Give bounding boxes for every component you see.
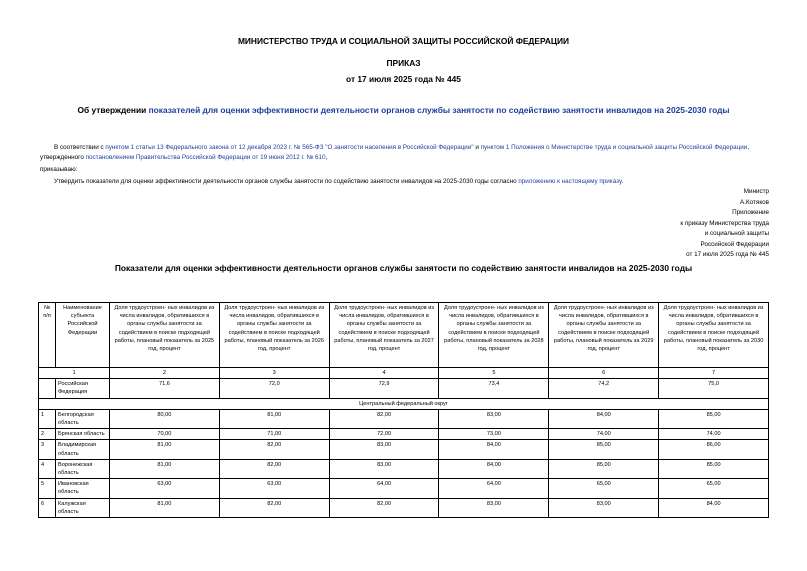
row-number: 3 <box>39 440 56 459</box>
order-word: приказываю: <box>40 166 78 173</box>
district-name: Центральный федеральный округ <box>39 398 769 409</box>
approve-paragraph <box>54 177 774 187</box>
order-title-prefix: Об утверждении <box>77 105 149 115</box>
approve-text: . <box>621 178 624 185</box>
value-cell: 64,00 <box>329 479 439 498</box>
value-cell: 74,2 <box>549 379 659 398</box>
value-cell: 85,00 <box>659 409 769 428</box>
preamble-text: , <box>325 154 328 161</box>
region-name: Брянская область <box>56 429 110 440</box>
value-cell: 82,00 <box>329 409 439 428</box>
column-number: 3 <box>219 368 329 379</box>
column-header: Доля трудоустроен- ных инвалидов из числа инвалидов, обратившихся в органы службы занятости за содействием в поиске подходящей работы, плановый показатель за 2026 год, процент <box>219 303 329 368</box>
value-cell: 74,00 <box>659 429 769 440</box>
region-name: Белгородская область <box>56 409 110 428</box>
value-cell: 84,00 <box>659 498 769 517</box>
decree-link[interactable]: постановлением Правительства Российской Федерации от 19 июня 2012 г. № 610 <box>85 154 326 161</box>
column-number: 6 <box>549 368 659 379</box>
value-cell: 65,00 <box>659 479 769 498</box>
value-cell: 81,00 <box>110 459 220 478</box>
appendix-line: к приказу Министерства труда <box>680 219 769 227</box>
column-number: 7 <box>659 368 769 379</box>
indicators-table <box>38 302 769 518</box>
value-cell: 63,00 <box>219 479 329 498</box>
order-date: от 17 июля 2025 года № 445 <box>346 74 461 84</box>
region-name: Российская Федерация <box>56 379 110 398</box>
value-cell: 83,00 <box>329 440 439 459</box>
signature-name: А.Котяков <box>740 198 769 206</box>
column-header: № п/п <box>39 303 56 368</box>
region-name: Владимирская область <box>56 440 110 459</box>
table-row <box>39 409 769 428</box>
value-cell: 63,00 <box>110 479 220 498</box>
column-number: 2 <box>110 368 220 379</box>
value-cell: 64,00 <box>439 479 549 498</box>
value-cell: 80,00 <box>110 409 220 428</box>
value-cell: 84,00 <box>439 459 549 478</box>
appendix-line: от 17 июля 2025 года № 445 <box>686 251 769 258</box>
value-cell: 65,00 <box>549 479 659 498</box>
signature-role: Министр <box>743 188 769 195</box>
column-number-row <box>39 368 769 379</box>
value-cell: 73,4 <box>439 379 549 398</box>
column-header: Доля трудоустроен- ных инвалидов из числа инвалидов, обратившихся в органы службы занятости за содействием в поиске подходящей работы, плановый показатель за 2029 год, процент <box>549 303 659 368</box>
value-cell: 82,00 <box>329 498 439 517</box>
row-number: 5 <box>39 479 56 498</box>
value-cell: 84,00 <box>439 440 549 459</box>
preamble-paragraph <box>40 143 770 163</box>
preamble-text: и <box>473 144 481 151</box>
order-title-link[interactable]: показателей для оценки эффективности деятельности органов службы занятости по содействию занятости инвалидов на 2025-2030 годы <box>148 105 730 115</box>
value-cell: 86,00 <box>659 440 769 459</box>
value-cell: 71,00 <box>219 429 329 440</box>
table-row <box>39 479 769 498</box>
value-cell: 85,00 <box>659 459 769 478</box>
table-header-row <box>39 303 769 368</box>
preamble-text: , утвержденного <box>40 144 750 161</box>
value-cell: 83,00 <box>439 409 549 428</box>
value-cell: 72,9 <box>329 379 439 398</box>
column-number: 1 <box>39 368 110 379</box>
table-row <box>39 429 769 440</box>
law-link[interactable]: пунктом 1 статьи 13 Федерального закона от 12 декабря 2023 г. № 565-ФЗ "О занятости населения в Российской Федерации" <box>105 144 474 151</box>
approve-text: Утвердить показатели для оценки эффективности деятельности органов службы занятости по содействию занятости инвалидов на 2025-2030 годы согласно <box>54 178 519 185</box>
order-type: ПРИКАЗ <box>386 58 421 68</box>
value-cell: 72,0 <box>219 379 329 398</box>
value-cell: 81,00 <box>110 498 220 517</box>
value-cell: 74,00 <box>549 429 659 440</box>
value-cell: 82,00 <box>219 459 329 478</box>
row-number: 4 <box>39 459 56 478</box>
table-row <box>39 498 769 517</box>
column-header: Наименование субъекта Российской Федерации <box>56 303 110 368</box>
preamble-text: В соответствии с <box>54 144 106 151</box>
row-number <box>39 379 56 398</box>
value-cell: 81,00 <box>219 409 329 428</box>
value-cell: 83,00 <box>439 498 549 517</box>
regulation-link[interactable]: пунктом 1 Положения о Министерстве труда и социальной защиты Российской Федерации <box>480 144 748 151</box>
table-title: Показатели для оценки эффективности деятельности органов службы занятости по содействию занятости инвалидов на 2025-2030 годы <box>114 263 693 273</box>
signature-block <box>680 187 769 261</box>
value-cell: 83,00 <box>329 459 439 478</box>
column-number: 5 <box>439 368 549 379</box>
region-name: Калужская область <box>56 498 110 517</box>
table-row <box>39 440 769 459</box>
value-cell: 75,0 <box>659 379 769 398</box>
value-cell: 70,00 <box>110 429 220 440</box>
row-number: 2 <box>39 429 56 440</box>
row-number: 1 <box>39 409 56 428</box>
value-cell: 85,00 <box>549 459 659 478</box>
value-cell: 81,00 <box>110 440 220 459</box>
table-row <box>39 459 769 478</box>
column-number: 4 <box>329 368 439 379</box>
value-cell: 82,00 <box>219 498 329 517</box>
column-header: Доля трудоустроен- ных инвалидов из числа инвалидов, обратившихся в органы службы занятости за содействием в поиске подходящей работы, плановый показатель за 2030 год, процент <box>659 303 769 368</box>
region-name: Воронежская область <box>56 459 110 478</box>
value-cell: 85,00 <box>549 440 659 459</box>
value-cell: 72,00 <box>329 429 439 440</box>
federation-row <box>39 379 769 398</box>
appendix-line: Российской Федерации <box>700 240 769 248</box>
order-title <box>0 105 807 115</box>
column-header: Доля трудоустроен- ных инвалидов из числа инвалидов, обратившихся в органы службы занятости за содействием в поиске подходящей работы, плановый показатель за 2028 год, процент <box>439 303 549 368</box>
appendix-line: Приложение <box>732 209 769 216</box>
value-cell: 71,6 <box>110 379 220 398</box>
ministry-title: МИНИСТЕРСТВО ТРУДА И СОЦИАЛЬНОЙ ЗАЩИТЫ РОССИЙСКОЙ ФЕДЕРАЦИИ <box>237 36 570 46</box>
value-cell: 82,00 <box>219 440 329 459</box>
district-row <box>39 398 769 409</box>
column-header: Доля трудоустроен- ных инвалидов из числа инвалидов, обратившихся в органы службы занятости за содействием в поиске подходящей работы, плановый показатель за 2025 год, процент <box>110 303 220 368</box>
value-cell: 84,00 <box>549 409 659 428</box>
value-cell: 83,00 <box>549 498 659 517</box>
appendix-line: и социальной защиты <box>704 230 769 237</box>
region-name: Ивановская область <box>56 479 110 498</box>
row-number: 6 <box>39 498 56 517</box>
column-header: Доля трудоустроен- ных инвалидов из числа инвалидов, обратившихся в органы службы занятости за содействием в поиске подходящей работы, плановый показатель за 2027 год, процент <box>329 303 439 368</box>
value-cell: 73,00 <box>439 429 549 440</box>
appendix-link[interactable]: приложению к настоящему приказу <box>518 178 622 185</box>
